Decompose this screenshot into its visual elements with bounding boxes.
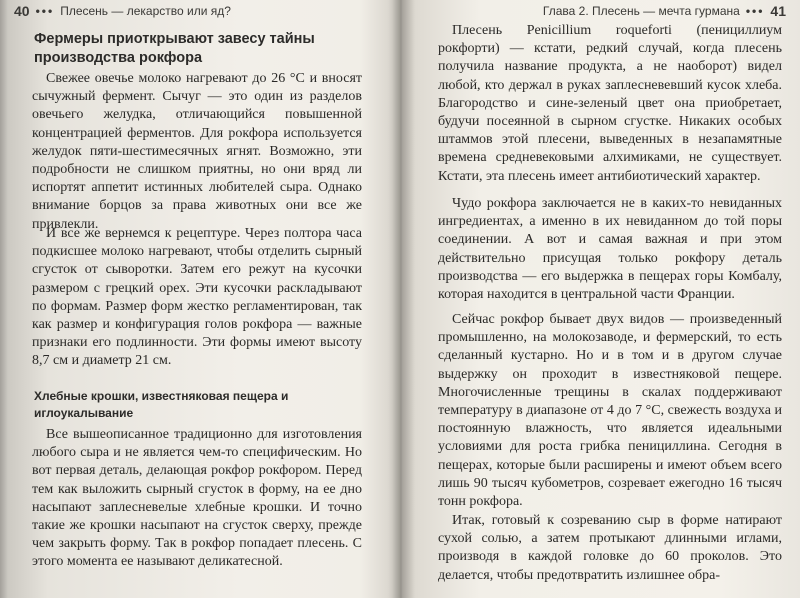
subsection-heading: Хлебные крошки, известняковая пещера и иглоукалывание bbox=[34, 389, 289, 420]
dots-ornament: ••• bbox=[745, 4, 765, 18]
paragraph: Чудо рокфора заключается не в каких-то невиданных ингредиентах, а именно в их невиданном до той поры соединении. А вот и самая важная и при этом действительно присущая только рокфору деталь производства — его выдержка в пещерах горы Комбалу, которая находится в центральной части Франции. bbox=[438, 196, 782, 303]
paragraph: Итак, готовый к созреванию сыр в форме натирают сухой солью, а затем протыкают длинными иглами, производя в каждой головке до 60 проколов. Это делается, чтобы предотвратить излишнее обра- bbox=[438, 513, 782, 583]
left-page-number: 40 bbox=[14, 3, 30, 19]
left-running-head bbox=[14, 0, 231, 22]
right-page-number: 41 bbox=[770, 3, 786, 19]
paragraph: Плесень Penicillium roqueforti (пенициллиум рокфорти) — кстати, редкий случай, когда плесень получила название продукта, а не наоборот) видел любой, кто держал в руках заплесневевший кусок хлеба. Благородство и сине-зеленый цвет она приобретает, будучи посеянной в сырном сгустке. Никаких особых штаммов этой плесени, выведенных в незапамятные времена средневековыми алхимиками, не существует. Кстати, эта плесень имеет антибиотический характер. bbox=[438, 23, 782, 184]
right-running-head bbox=[543, 0, 786, 22]
paragraph: Свежее овечье молоко нагревают до 26 °С и вносят сычужный фермент. Сычуг — это один из разделов овечьего желудка, отличающийся повышенной концентрацией ферментов. Для рокфора используется желудок пяти-шестимесячных ягнят. Возможно, эти подробности не слишком приятны, но они вряд ли испортят аппетит истинных любителей сыра. Однако внимание борцов за права животных они все же привлекли. bbox=[32, 71, 362, 232]
left-page bbox=[0, 0, 398, 598]
section-heading: Фермеры приоткрывают завесу тайны производства рокфора bbox=[34, 31, 315, 66]
dots-ornament: ••• bbox=[35, 4, 55, 18]
paragraph: Сейчас рокфор бывает двух видов — произведенный промышленно, на молокозаводе, и фермерский, то есть сделанный кустарно. Но и в том и в другом случае выдержку он проходит в известняковой пещере. Многочисленные трещины в скалах поддерживают температуру в диапазоне от 4 до 7 °С, свежесть воздуха и постоянную влажность, что является идеальными условиями для роста грибка пенициллина. Сегодня в пещерах, которые были расширены и имеют объем всего лишь 90 тысяч кубометров, созревает ежегодно 16 тысяч тонн рокфора. bbox=[438, 312, 782, 510]
paragraph: Все вышеописанное традиционно для изготовления любого сыра и не является чем-то специфическим. Но вот первая деталь, делающая рокфор рокфором. Перед тем как выложить сырный сгусток в форму, на ее дно насыпают заплесневелые хлебные крошки. И точно такие же крошки насыпают на сгусток сверху, прежде чем закрыть форму. Так в рокфор попадает плесень. С этого момента ее называют деликатесной. bbox=[32, 427, 362, 570]
paragraph: И все же вернемся к рецептуре. Через полтора часа подкисшее молоко нагревают, чтобы отделить сырный сгусток от сыворотки. Затем его режут на кусочки размером с грецкий орех. Эти кусочки раскладывают по формам. Размер форм жестко регламентирован, так как размер и конфигурация голов рокфора — важные признаки его подлинности. Эти формы имеют высоту 8,7 см и диаметр 21 см. bbox=[32, 226, 362, 369]
right-page bbox=[402, 0, 800, 598]
left-running-head-text: Плесень — лекарство или яд? bbox=[60, 4, 231, 18]
right-running-head-text: Глава 2. Плесень — мечта гурмана bbox=[542, 4, 740, 18]
